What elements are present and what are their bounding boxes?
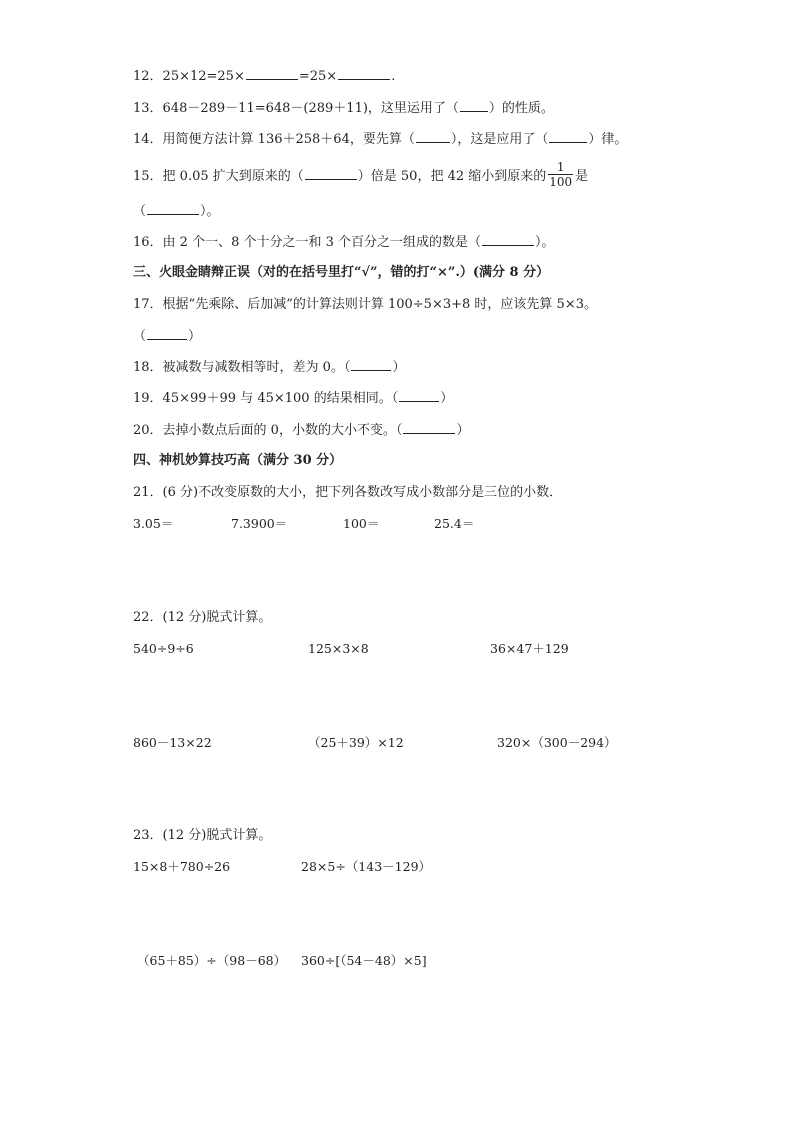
answer-blank[interactable] [147, 328, 187, 340]
q22-expression: 36×47＋129 [490, 641, 569, 656]
q13-text-b: ）的性质。 [488, 101, 554, 116]
fraction-numerator: 1 [548, 160, 573, 175]
question-14 [133, 131, 627, 148]
q23-expression: （65＋85）÷（98－68） [137, 953, 287, 968]
question-16 [133, 234, 555, 251]
question-17-answer [133, 328, 201, 345]
q23-expression: 360÷[（54－48）×5] [301, 953, 427, 968]
answer-blank[interactable] [403, 422, 455, 434]
answer-blank[interactable] [305, 168, 357, 180]
q21-item: 25.4＝ [434, 516, 475, 531]
q19-text-b: ） [440, 391, 454, 406]
q14-text-b: ），这是应用了（ [450, 132, 549, 147]
answer-blank[interactable] [416, 131, 450, 143]
q15-text-e: ）。 [200, 204, 220, 219]
question-21: 21．(6 分)不改变原数的大小，把下列各数改写成小数部分是三位的小数． [133, 485, 563, 500]
section-4-heading: 四、神机妙算技巧高（满分 30 分） [133, 453, 343, 468]
q21-item: 3.05＝ [133, 516, 174, 531]
answer-blank[interactable] [399, 390, 439, 402]
q15-text-c: 是 [575, 169, 589, 184]
answer-blank[interactable] [338, 68, 390, 80]
question-22: 22．(12 分)脱式计算。 [133, 610, 272, 625]
q21-item: 7.3900＝ [231, 516, 288, 531]
q12-text-a: 12．25×12=25× [133, 69, 245, 84]
q23-expression: 28×5÷（143－129） [301, 859, 432, 874]
question-19 [133, 390, 453, 407]
section-3-heading: 三、火眼金睛辩正误（对的在括号里打“√”，错的打“×”.）(满分 8 分） [133, 265, 550, 280]
q18-text-a: 18．被减数与减数相等时，差为 0。（ [133, 360, 351, 375]
q22-expression: 860－13×22 [133, 735, 212, 750]
q14-text-a: 14．用简便方法计算 136＋258＋64，要先算（ [133, 132, 415, 147]
question-20 [133, 422, 469, 439]
question-12 [133, 68, 395, 85]
question-18 [133, 359, 405, 376]
question-15-continued [133, 203, 220, 220]
answer-blank[interactable] [147, 203, 199, 215]
q23-expression: 15×8＋780÷26 [133, 859, 231, 874]
q16-text-a: 16．由 2 个一、8 个十分之一和 3 个百分之一组成的数是（ [133, 235, 482, 250]
q16-text-b: ）。 [535, 235, 555, 250]
q20-text-a: 20．去掉小数点后面的 0，小数的大小不变。（ [133, 423, 403, 438]
q14-text-c: ）律。 [588, 132, 628, 147]
q13-text-a: 13．648－289－11=648－(289＋11)，这里运用了（ [133, 101, 459, 116]
q15-text-a: 15．把 0.05 扩大到原来的（ [133, 169, 304, 184]
q18-text-b: ） [392, 360, 406, 375]
q15-text-d: （ [133, 204, 147, 219]
answer-blank[interactable] [460, 100, 488, 112]
question-23: 23．(12 分)脱式计算。 [133, 828, 272, 843]
answer-blank[interactable] [482, 234, 534, 246]
answer-blank[interactable] [549, 131, 587, 143]
q17-close-paren: ） [188, 329, 202, 344]
q17-open-paren: （ [133, 329, 147, 344]
question-15 [133, 162, 588, 192]
q12-text-b: =25× [298, 69, 338, 84]
question-17: 17．根据“先乘除、后加减”的计算法则计算 100÷5×3+8 时，应该先算 5×3。 [133, 297, 597, 312]
answer-blank[interactable] [246, 68, 298, 80]
fraction-denominator: 100 [549, 175, 573, 189]
q22-expression: 540÷9÷6 [133, 641, 194, 656]
q20-text-b: ） [456, 423, 470, 438]
question-13 [133, 100, 554, 117]
q22-expression: 320×（300－294） [497, 735, 617, 750]
q19-text-a: 19．45×99＋99 与 45×100 的结果相同。（ [133, 391, 399, 406]
q12-text-c: . [391, 69, 396, 84]
q15-text-b: ）倍是 50，把 42 缩小到原来的 [357, 169, 547, 184]
q22-expression: （25＋39）×12 [308, 735, 404, 750]
q22-expression: 125×3×8 [308, 641, 369, 656]
q21-item: 100＝ [343, 516, 380, 531]
fraction [548, 160, 573, 189]
answer-blank[interactable] [351, 359, 391, 371]
